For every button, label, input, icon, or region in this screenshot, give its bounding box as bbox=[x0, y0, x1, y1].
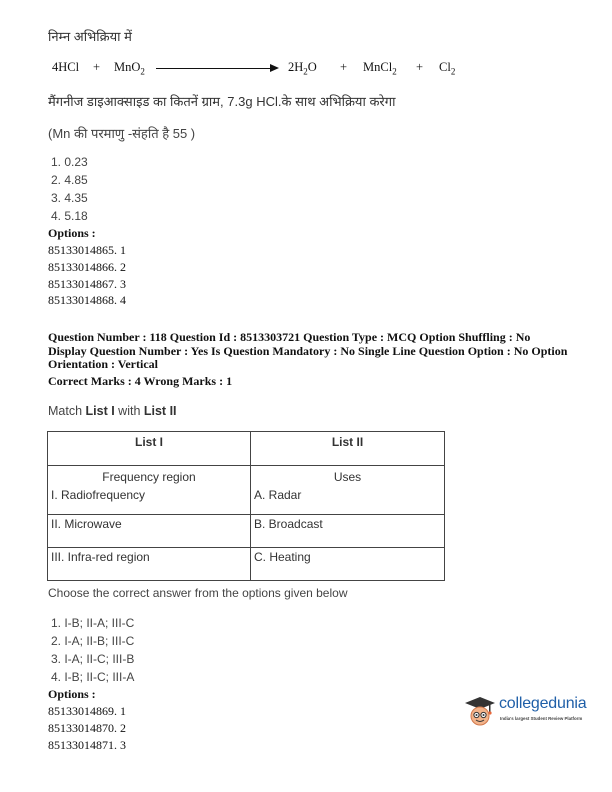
table-cell: C. Heating bbox=[251, 548, 445, 581]
reaction-arrow bbox=[156, 68, 274, 69]
choice-item: 2. I-A; II-B; III-C bbox=[51, 634, 135, 648]
question-intro: निम्न अभिक्रिया में bbox=[48, 29, 132, 44]
table-header-cell: List I bbox=[48, 432, 251, 466]
logo-wordmark: collegedunia bbox=[499, 695, 587, 712]
marks-info: Correct Marks : 4 Wrong Marks : 1 bbox=[48, 374, 233, 388]
product-mncl2: MnCl$_2$ bbox=[363, 60, 397, 77]
answer-instruction: Choose the correct answer from the options given below bbox=[48, 586, 348, 600]
table-header-cell: List II bbox=[251, 432, 445, 466]
collegedunia-logo bbox=[463, 691, 603, 731]
table-cell: I. Radiofrequency bbox=[48, 488, 251, 515]
option-id: 85133014871. 3 bbox=[48, 738, 126, 752]
plus-sign: + bbox=[93, 60, 101, 74]
options-label: Options : bbox=[48, 687, 96, 701]
choice-item: 4. I-B; II-C; III-A bbox=[51, 670, 135, 684]
table-header-row bbox=[48, 432, 445, 466]
table-cell: II. Microwave bbox=[48, 515, 251, 548]
table-row bbox=[48, 488, 445, 515]
graduate-mascot-icon bbox=[463, 694, 497, 728]
match-table bbox=[47, 431, 445, 581]
table-subheader-row bbox=[48, 466, 445, 489]
choice-item: 3. 4.35 bbox=[51, 191, 88, 205]
question-note: (Mn की परमाणु -संहति है 55 ) bbox=[48, 126, 196, 141]
meta-line: Question Number : 118 Question Id : 8513303721 Question Type : MCQ Option Shuffling : No bbox=[48, 330, 531, 344]
table-row bbox=[48, 548, 445, 581]
table-row bbox=[48, 515, 445, 548]
question-meta bbox=[48, 331, 588, 372]
meta-line: Orientation : Vertical bbox=[48, 357, 158, 371]
logo-tagline: India's largest Student Review Platform bbox=[500, 716, 583, 721]
option-id: 85133014866. 2 bbox=[48, 260, 126, 274]
choice-item: 4. 5.18 bbox=[51, 209, 88, 223]
option-id: 85133014865. 1 bbox=[48, 243, 126, 257]
option-id: 85133014868. 4 bbox=[48, 293, 126, 307]
choice-item: 3. I-A; II-C; III-B bbox=[51, 652, 135, 666]
plus-sign: + bbox=[340, 60, 348, 74]
choice-item: 2. 4.85 bbox=[51, 173, 88, 187]
reaction-arrowhead bbox=[270, 64, 279, 72]
table-subheader-cell: Frequency region bbox=[48, 466, 251, 489]
option-id: 85133014869. 1 bbox=[48, 704, 126, 718]
choice-item: 1. 0.23 bbox=[51, 155, 88, 169]
table-cell: III. Infra-red region bbox=[48, 548, 251, 581]
table-cell: B. Broadcast bbox=[251, 515, 445, 548]
table-cell: A. Radar bbox=[251, 488, 445, 515]
chemical-equation bbox=[48, 60, 456, 82]
reactant-hcl: 4HCl bbox=[52, 60, 80, 74]
match-instruction: Match List I with List II bbox=[48, 404, 177, 418]
reactant-mno2: MnO$_2$ bbox=[114, 60, 145, 77]
product-water: $2H_2O$ bbox=[288, 60, 317, 77]
meta-line: Display Question Number : Yes Is Question Mandatory : No Single Line Question Option : No Option bbox=[48, 343, 568, 358]
option-id: 85133014867. 3 bbox=[48, 277, 126, 291]
option-id: 85133014870. 2 bbox=[48, 721, 126, 735]
plus-sign: + bbox=[416, 60, 424, 74]
options-label: Options : bbox=[48, 226, 96, 240]
product-cl2: $Cl_2$ bbox=[439, 60, 456, 77]
table-subheader-cell: Uses bbox=[251, 466, 445, 489]
question-text: मैंगनीज डाइआक्साइड का कितनें ग्राम, 7.3g HCl.के साथ अभिक्रिया करेगा bbox=[48, 94, 396, 109]
choice-item: 1. I-B; II-A; III-C bbox=[51, 616, 135, 630]
